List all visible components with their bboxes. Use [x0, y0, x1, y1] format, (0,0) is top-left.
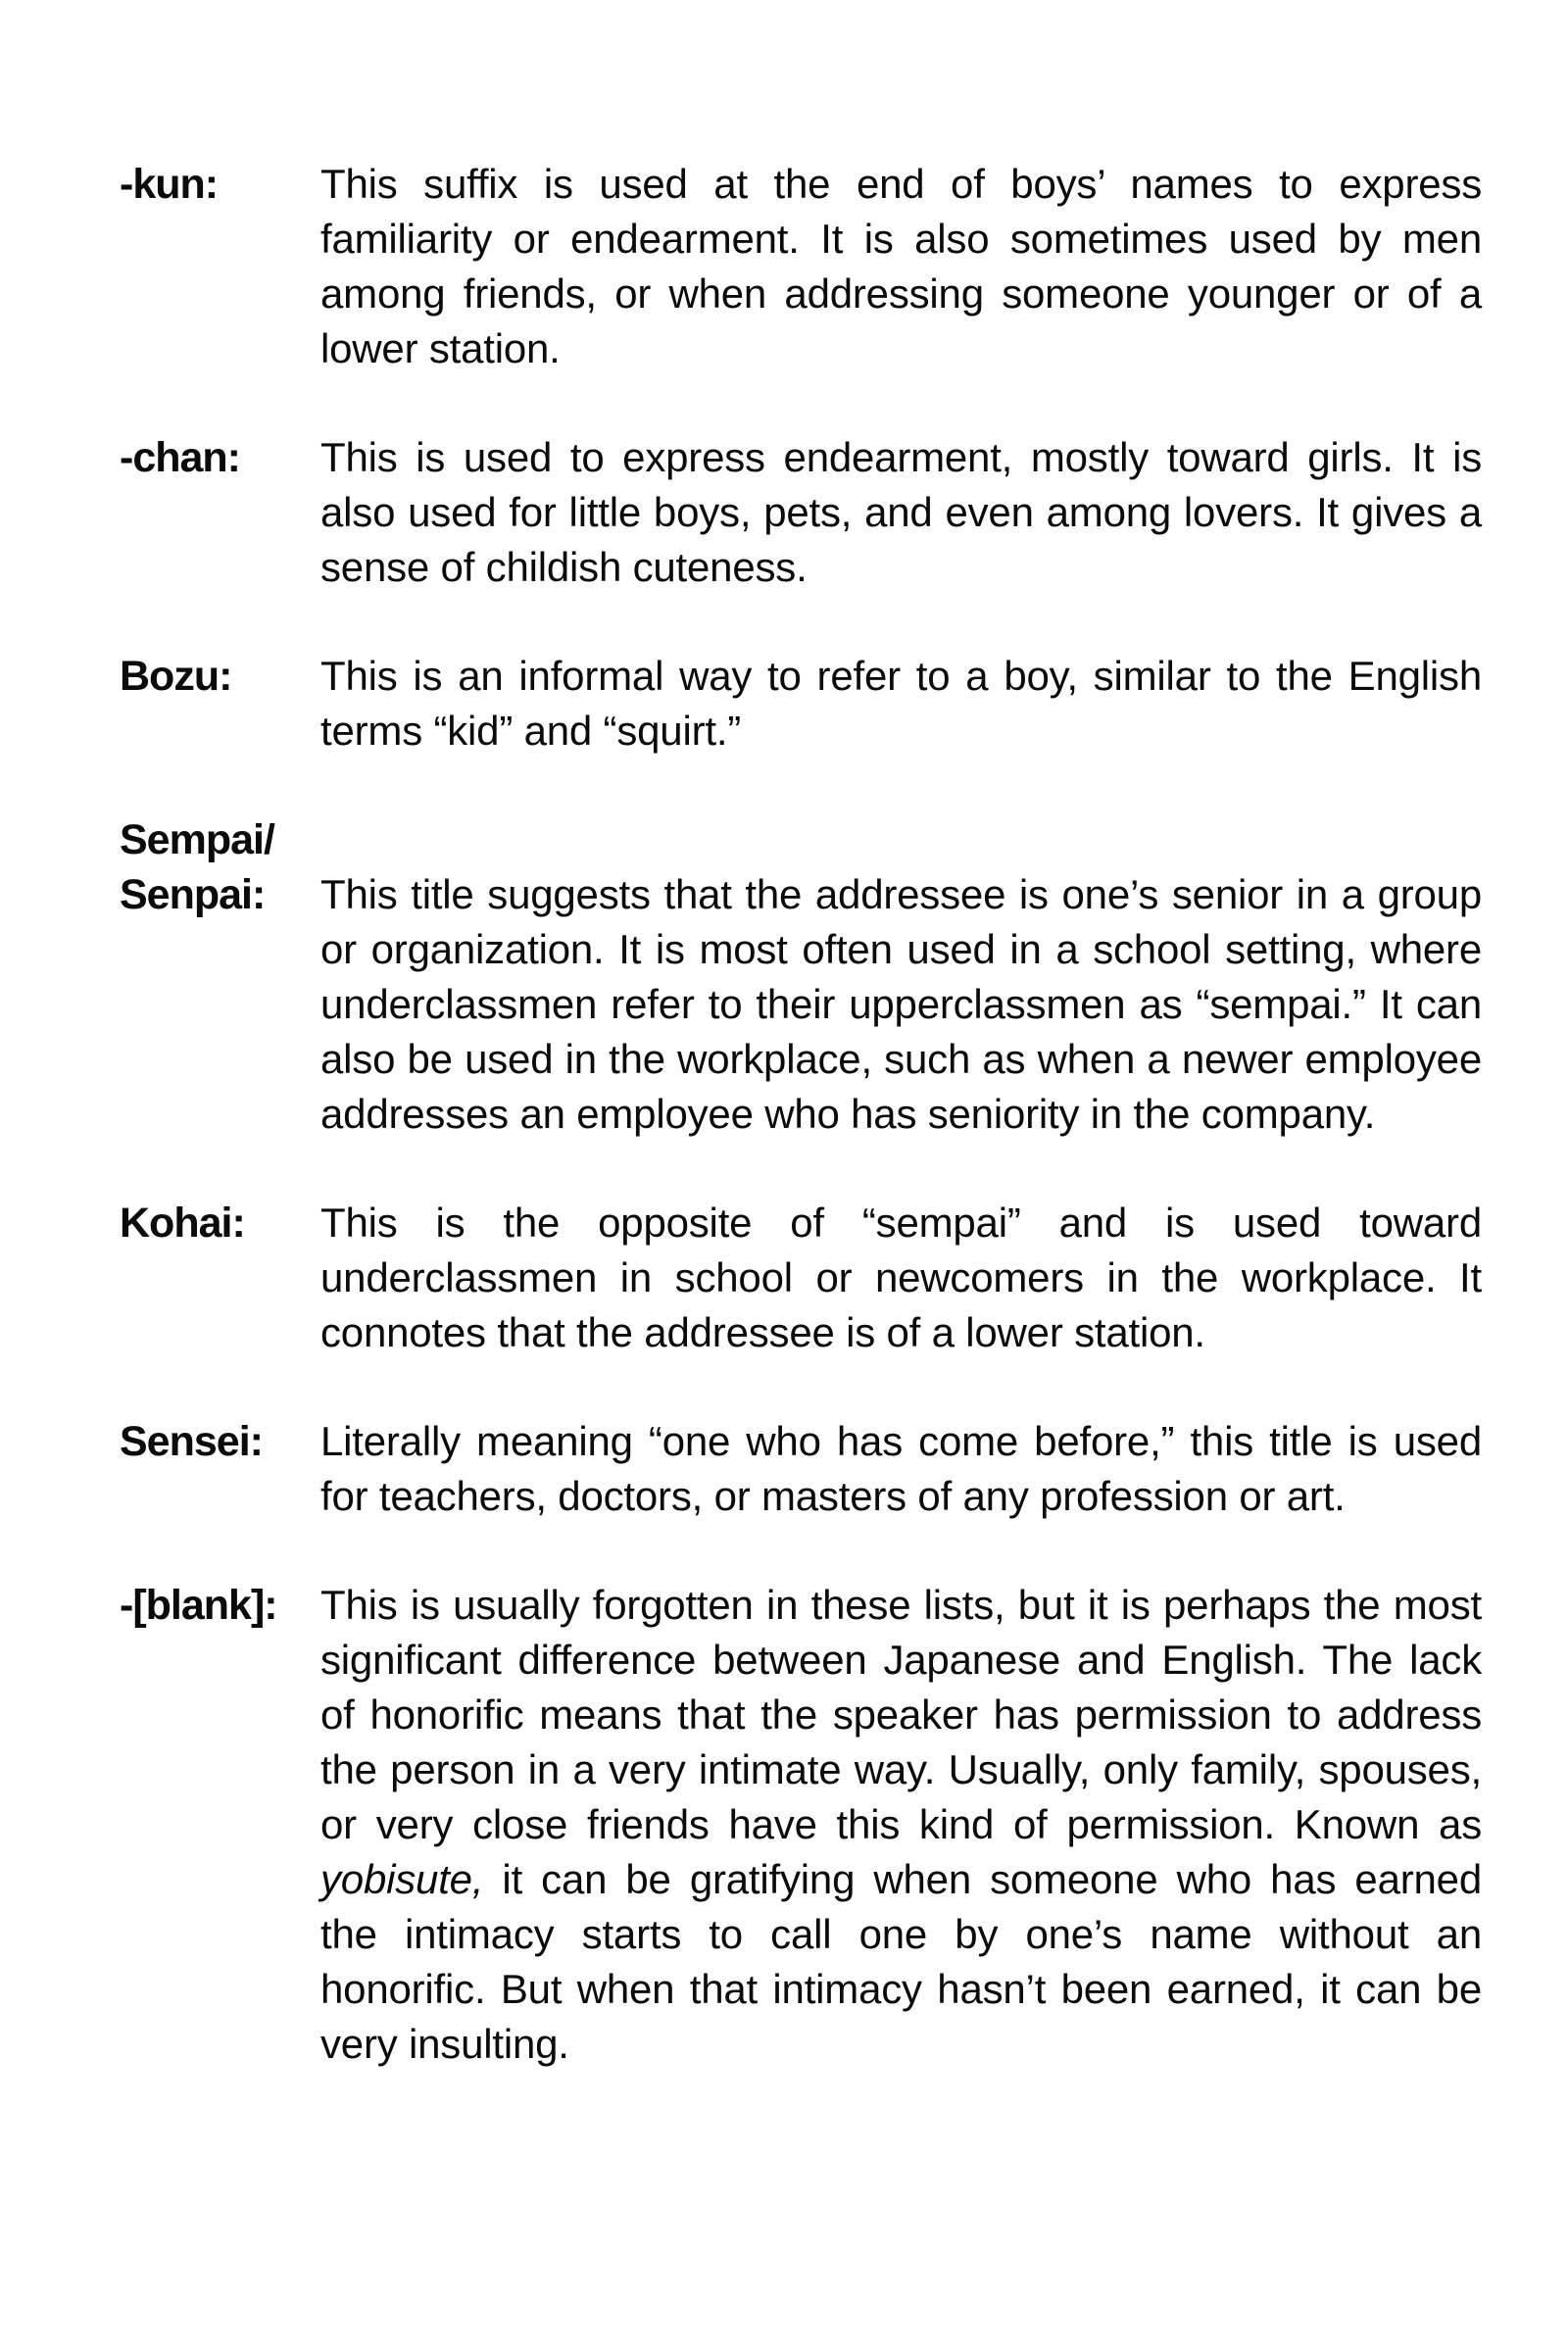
definition-text	[320, 430, 1482, 595]
glossary-entry	[120, 1414, 1482, 1524]
text-run: This is used to express endearment, mostly toward girls. It is also used for little boys, pets, and even among lovers. It gives a sense of childish cuteness.	[320, 434, 1482, 590]
term-label: -chan:	[120, 434, 240, 481]
text-run: it can be gratifying when someone who has earned the intimacy starts to call one by one’s name without an honorific. But when that intimacy hasn’t been earned, it can be very insulting.	[320, 1856, 1482, 2067]
term-label: Bozu:	[120, 653, 232, 700]
glossary-entry	[120, 649, 1482, 759]
text-run: This is usually forgotten in these lists, but it is perhaps the most significant difference between Japanese and English. The lack of honorific means that the speaker has permission to address the person in a very intimate way. Usually, only family, spouses, or very close friends have this kind of permission. Known as	[320, 1582, 1482, 1847]
text-run: This suffix is used at the end of boys’ names to express familiarity or endearment. It is also sometimes used by men among friends, or when addressing someone younger or of a lower station.	[320, 161, 1482, 371]
glossary-entry	[120, 1578, 1482, 2072]
glossary-entry	[120, 157, 1482, 376]
definition-text	[320, 157, 1482, 376]
text-run: Literally meaning “one who has come before,” this title is used for teachers, doctors, or masters of any profession or art.	[320, 1418, 1482, 1519]
definition-text	[320, 1578, 1482, 2072]
definition-text	[320, 812, 1482, 1142]
text-run: This is the opposite of “sempai” and is used toward underclassmen in school or newcomers in the workplace. It connotes that the addressee is of a lower station.	[320, 1200, 1482, 1355]
glossary-entry	[120, 812, 1482, 1142]
term-label: -[blank]:	[120, 1582, 277, 1629]
term-label: Sempai/ Senpai:	[120, 816, 274, 918]
text-run: This title suggests that the addressee is one’s senior in a group or organization. It is most often used in a school setting, where underclassmen refer to their upperclassmen as “sempai.” It can also be used in the workplace, such as when a newer employee addresses an employee who has seniority in the company.	[320, 871, 1482, 1137]
definition-text	[320, 649, 1482, 759]
term-label: Kohai:	[120, 1200, 245, 1247]
text-run: This is an informal way to refer to a boy, similar to the English terms “kid” and “squirt.”	[320, 653, 1482, 754]
glossary-entry	[120, 430, 1482, 595]
definition-text	[320, 1414, 1482, 1524]
glossary-list	[120, 157, 1482, 2126]
definition-text	[320, 1196, 1482, 1360]
term-label: Sensei:	[120, 1418, 263, 1465]
term-label: -kun:	[120, 161, 219, 208]
glossary-entry	[120, 1196, 1482, 1360]
italic-text-run: yobisute,	[320, 1856, 484, 1902]
